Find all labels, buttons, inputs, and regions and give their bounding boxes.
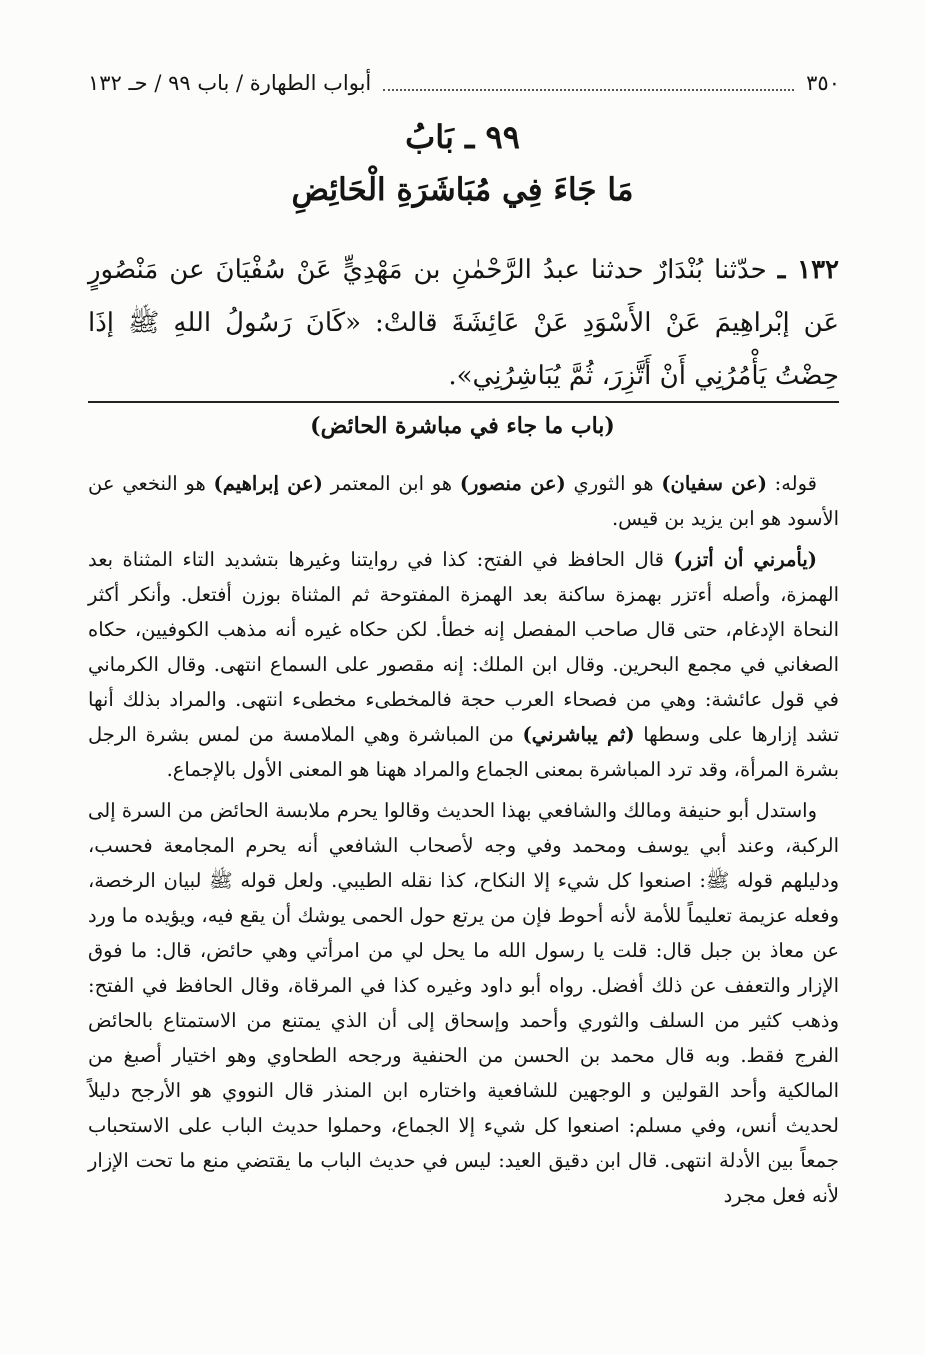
p1-lemma-3: (عن إبراهيم) [213, 472, 323, 495]
p1-text-2: هو ابن المعتمر [322, 472, 460, 495]
running-title: أبواب الطهارة / باب ٩٩ / حـ ١٣٢ [88, 71, 372, 95]
chapter-title: مَا جَاءَ فِي مُبَاشَرَةِ الْحَائِضِ [291, 172, 634, 208]
hadith-text-block [88, 244, 839, 403]
commentary-body [88, 466, 839, 1219]
p1-lemma-1: (عن سفيان) [661, 472, 767, 495]
p2-text-2: من المباشرة وهي الملامسة من لمس بشرة الرجل بشرة المرأة، وقد ترد المباشرة بمعنى الجماع والمراد ههنا هو المعنى الأول بالإجماع. [88, 723, 839, 781]
commentary-paragraph-1 [88, 466, 839, 536]
hadith-body: حدّثنا بُنْدَارٌ حدثنا عبدُ الرَّحْمٰنِ بن مَهْدِيٍّ عَنْ سُفْيَانَ عن مَنْصُورٍ عَن إبْراهِيمَ عَنْ الأَسْوَدِ عَنْ عَائِشَةَ قالتْ: «كَانَ رَسُولُ اللهِ ﷺ إذَا حِضْتُ يَأْمُرُنِي أَنْ أَتَّزِرَ، ثُمَّ يُبَاشِرُنِي». [88, 255, 839, 391]
header-dotted-leader [383, 75, 794, 91]
running-header [88, 66, 840, 100]
p2-text-1: قال الحافظ في الفتح: كذا في روايتنا وغيرها بتشديد التاء المثناة بعد الهمزة، وأصله أءتزر بهمزة ساكنة بعد الهمزة المفتوحة ثم المثناة بوزن أفتعل. وأنكر أكثر النحاة الإدغام، حتى قال صاحب المفصل إنه خطأ. لكن حكاه غيره أنه مذهب الكوفيين، حكاه الصغاني في مجمع البحرين. وقال ابن الملك: إنه مقصور على السماع انتهى. وقال الكرماني في قول عائشة: وهي من فصحاء العرب حجة فالمخطىء مخطىء انتهى. والمراد بذلك أنها تشد إزارها على وسطها [88, 548, 839, 746]
p1-text-1: هو الثوري [565, 472, 662, 495]
chapter-number-title: ٩٩ ـ بَابُ [405, 118, 520, 156]
commentary-paragraph-2 [88, 542, 839, 787]
p2-lemma-2: (ثم يباشرني) [522, 723, 635, 746]
section-divider [88, 401, 839, 403]
p1-text-3: هو النخعي عن الأسود هو ابن يزيد بن قيس. [88, 472, 839, 530]
commentary-paragraph-3: واستدل أبو حنيفة ومالك والشافعي بهذا الحديث وقالوا يحرم ملابسة الحائض من السرة إلى الركبة، وعند أبي يوسف ومحمد وفي وجه لأصحاب الشافعي أنه يحرم المجامعة فحسب، ودليلهم قوله ﷺ: اصنعوا كل شيء إلا النكاح، كذا نقله الطيبي. ولعل قوله ﷺ لبيان الرخصة، وفعله عزيمة تعليماً للأمة لأنه أحوط فإن من يرتع حول الحمى يوشك أن يقع فيه، ويؤيده ما ورد عن معاذ بن جبل قال: قلت يا رسول الله ما يحل لي من امرأتي وهي حائض، قال: ما فوق الإزار والتعفف عن ذلك أفضل. رواه أبو داود وغيره كذا في المرقاة، وقال الحافظ في الفتح: وذهب كثير من السلف والثوري وأحمد وإسحاق إلى أن الذي يمتنع من الاستمتاع بالحائض الفرج فقط. وبه قال محمد بن الحسن من الحنفية ورجحه الطحاوي وهو اختيار أصبغ من المالكية وأحد القولين و الوجهين للشافعية واختاره ابن المنذر قال النووي هو الأرجح دليلاً لحديث أنس، وفي مسلم: اصنعوا كل شيء إلا الجماع، وحملوا حديث الباب على الاستحباب جمعاً بين الأدلة انتهى. قال ابن دقيق العيد: ليس في حديث الباب ما يقتضي منع ما تحت الإزار لأنه فعل مجرد [88, 799, 840, 1207]
page-number: ٣٥٠ [806, 71, 840, 95]
p1-intro: قوله: [766, 472, 818, 495]
commentary-title: (باب ما جاء في مباشرة الحائض) [310, 413, 615, 439]
p2-lemma-1: (يأمرني أن أتزر) [673, 548, 817, 571]
p1-lemma-2: (عن منصور) [459, 472, 566, 495]
hadith-number: ١٣٢ ـ [777, 255, 840, 285]
